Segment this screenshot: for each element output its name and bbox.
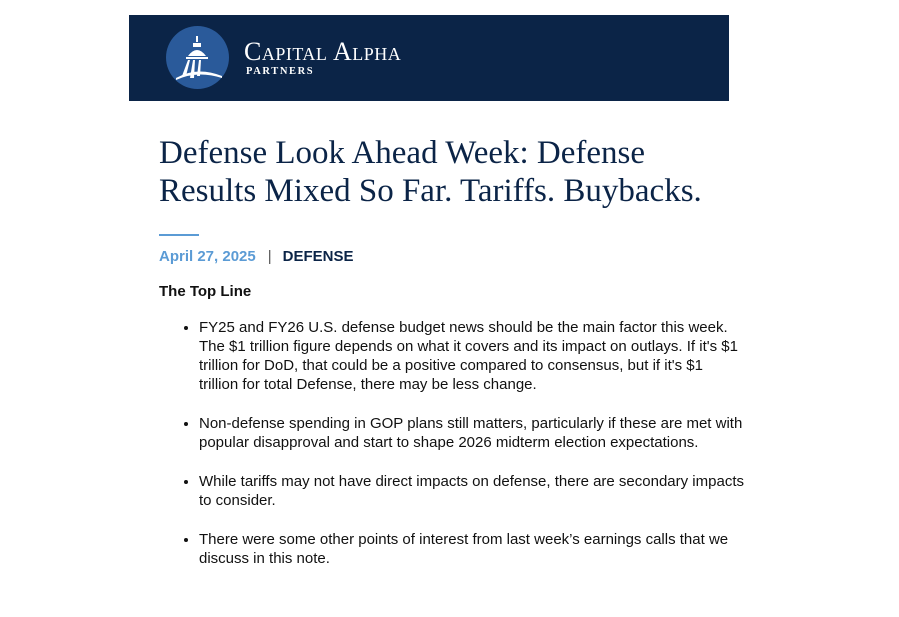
meta-separator: | <box>267 248 272 265</box>
list-item: • FY25 and FY26 U.S. defense budget news should be the main factor this week. The $1 trillion figure depends on what it covers and its impact on outlays. If it's $1 trillion for DoD, that could be a positive compared to consensus, but if it's $1 trillion for total Defense, there may be less change. <box>199 318 744 394</box>
list-item: • Non-defense spending in GOP plans still matters, particularly if these are met with popular disapproval and start to shape 2026 midterm election expectations. <box>199 414 744 452</box>
capitol-dome-icon <box>166 26 229 89</box>
article-date: April 27, 2025 <box>159 248 256 265</box>
top-line-list <box>159 318 744 588</box>
brand-subtitle: PARTNERS <box>246 66 315 77</box>
accent-divider <box>159 234 199 236</box>
brand-wordmark <box>244 39 401 77</box>
section-heading: The Top Line <box>159 283 252 300</box>
header-banner <box>129 15 729 101</box>
article-title: Defense Look Ahead Week: Defense Results Mixed So Far. Tariffs. Buybacks. <box>159 135 702 209</box>
list-item: • While tariffs may not have direct impacts on defense, there are secondary impacts to consider. <box>199 472 744 510</box>
article-category: DEFENSE <box>282 248 354 265</box>
brand-name: Capital Alpha <box>244 37 402 66</box>
list-item: • There were some other points of interest from last week’s earnings calls that we discuss in this note. <box>199 530 744 568</box>
article-meta <box>159 248 354 266</box>
